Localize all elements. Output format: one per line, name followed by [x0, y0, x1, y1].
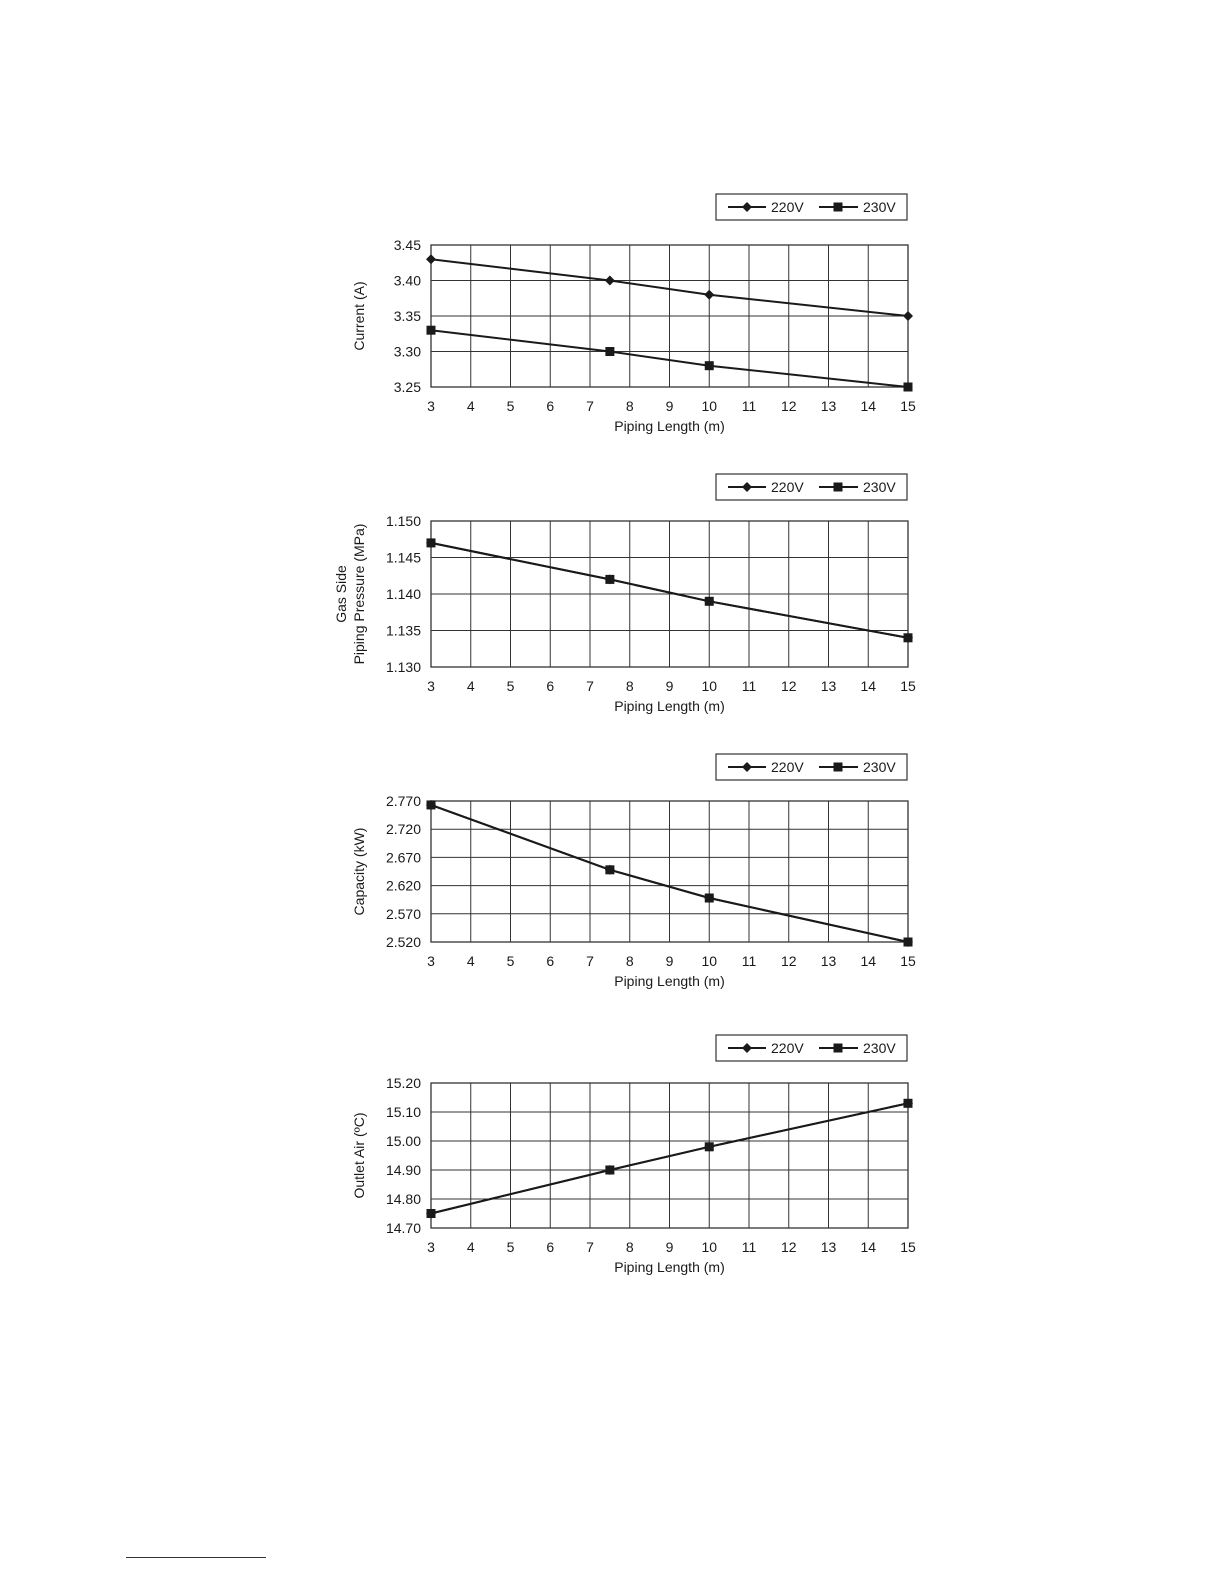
y-tick-label: 2.570	[385, 905, 421, 922]
data-point-230V	[904, 938, 913, 947]
x-tick-label: 10	[701, 398, 718, 414]
x-axis-label: Piping Length (m)	[614, 698, 725, 714]
x-tick-label: 4	[466, 1239, 475, 1255]
x-tick-label: 13	[820, 953, 837, 969]
legend-marker-230V	[834, 1044, 843, 1053]
x-axis-label: Piping Length (m)	[614, 418, 725, 434]
y-tick-label: 14.80	[385, 1191, 421, 1207]
x-tick-label: 10	[701, 1239, 718, 1255]
x-tick-label: 5	[506, 678, 515, 694]
data-point-230V	[605, 575, 614, 584]
y-tick-label: 3.40	[393, 272, 421, 289]
y-tick-label: 3.35	[393, 308, 421, 324]
y-axis-label: Gas Side	[333, 565, 349, 623]
x-tick-label: 13	[820, 1239, 837, 1255]
x-tick-label: 10	[701, 678, 718, 694]
legend	[716, 754, 907, 780]
chart-3	[351, 754, 916, 989]
x-tick-label: 4	[466, 678, 475, 694]
y-axis-label: Outlet Air (ºC)	[351, 1112, 367, 1199]
x-tick-label: 6	[546, 953, 555, 969]
data-point-220V	[426, 254, 436, 264]
data-point-230V	[904, 383, 913, 392]
data-point-230V	[904, 1099, 913, 1108]
legend-label: 230V	[863, 1040, 896, 1056]
x-tick-label: 9	[665, 678, 674, 694]
y-axis-label: Current (A)	[351, 281, 367, 351]
legend-label: 220V	[771, 1040, 804, 1056]
y-tick-label: 15.20	[385, 1075, 421, 1091]
data-point-230V	[427, 800, 436, 809]
x-axis-label: Piping Length (m)	[614, 1259, 725, 1275]
y-tick-label: 1.130	[385, 659, 421, 675]
x-tick-label: 9	[665, 398, 674, 414]
data-point-230V	[705, 1142, 714, 1151]
legend-label: 230V	[863, 759, 896, 775]
legend	[716, 474, 907, 500]
x-tick-label: 13	[820, 398, 837, 414]
data-point-230V	[427, 1209, 436, 1218]
x-tick-label: 11	[741, 953, 757, 969]
y-axis-label: Piping Pressure (MPa)	[351, 523, 367, 665]
x-tick-label: 4	[466, 398, 475, 414]
x-tick-label: 4	[466, 953, 475, 969]
data-point-230V	[705, 894, 714, 903]
y-tick-label: 2.770	[385, 793, 421, 809]
x-tick-label: 11	[741, 678, 757, 694]
legend-label: 220V	[771, 199, 804, 215]
x-tick-label: 9	[665, 953, 674, 969]
data-point-230V	[904, 633, 913, 642]
x-tick-label: 14	[860, 1239, 877, 1255]
data-point-230V	[427, 538, 436, 547]
y-tick-label: 1.140	[385, 586, 421, 602]
x-tick-label: 9	[665, 1239, 674, 1255]
y-tick-label: 1.150	[385, 513, 421, 529]
y-tick-label: 2.620	[385, 877, 421, 894]
x-tick-label: 8	[625, 1239, 634, 1255]
legend-marker-230V	[834, 483, 843, 492]
data-point-220V	[605, 276, 615, 286]
data-point-230V	[705, 361, 714, 370]
y-tick-label: 14.70	[385, 1220, 421, 1236]
legend	[716, 1035, 907, 1061]
x-tick-label: 7	[586, 953, 594, 969]
data-point-230V	[605, 1166, 614, 1175]
x-tick-label: 15	[900, 398, 916, 414]
data-point-220V	[704, 290, 714, 300]
y-tick-label: 3.25	[393, 379, 421, 395]
x-tick-label: 7	[586, 398, 594, 414]
x-tick-label: 5	[506, 1239, 515, 1255]
legend-label: 230V	[863, 199, 896, 215]
y-tick-label: 2.520	[385, 934, 421, 950]
x-tick-label: 5	[506, 398, 515, 414]
y-tick-label: 2.670	[385, 849, 421, 866]
x-tick-label: 8	[625, 953, 634, 969]
data-point-220V	[903, 311, 913, 321]
x-tick-label: 11	[741, 1239, 757, 1255]
y-tick-label: 14.90	[385, 1162, 421, 1178]
x-axis-label: Piping Length (m)	[614, 973, 725, 989]
data-point-230V	[605, 865, 614, 874]
y-tick-label: 15.10	[385, 1104, 421, 1120]
x-tick-label: 6	[546, 678, 555, 694]
legend-label: 220V	[771, 479, 804, 495]
data-point-230V	[427, 326, 436, 335]
x-tick-label: 15	[900, 678, 916, 694]
x-tick-label: 12	[780, 1239, 797, 1255]
x-tick-label: 12	[780, 678, 797, 694]
x-tick-label: 12	[780, 953, 797, 969]
x-tick-label: 15	[900, 1239, 916, 1255]
x-tick-label: 3	[427, 1239, 435, 1255]
legend-label: 230V	[863, 479, 896, 495]
x-tick-label: 7	[586, 1239, 594, 1255]
x-tick-label: 12	[780, 398, 797, 414]
chart-4	[351, 1035, 916, 1275]
x-tick-label: 11	[741, 398, 757, 414]
y-tick-label: 1.135	[385, 622, 421, 639]
y-tick-label: 1.145	[385, 549, 421, 566]
x-tick-label: 10	[701, 953, 718, 969]
x-tick-label: 6	[546, 1239, 555, 1255]
legend-label: 220V	[771, 759, 804, 775]
x-tick-label: 14	[860, 678, 877, 694]
y-tick-label: 3.30	[393, 343, 421, 360]
y-tick-label: 3.45	[393, 237, 421, 253]
chart-1	[351, 194, 916, 434]
footnote-rule	[126, 1557, 266, 1558]
x-tick-label: 14	[860, 953, 877, 969]
chart-2	[333, 474, 916, 714]
x-tick-label: 13	[820, 678, 837, 694]
x-tick-label: 5	[506, 953, 515, 969]
x-tick-label: 7	[586, 678, 594, 694]
legend-marker-230V	[834, 203, 843, 212]
x-tick-label: 3	[427, 398, 435, 414]
x-tick-label: 8	[625, 398, 634, 414]
legend-marker-230V	[834, 763, 843, 772]
data-point-230V	[705, 597, 714, 606]
x-tick-label: 15	[900, 953, 916, 969]
x-tick-label: 6	[546, 398, 555, 414]
x-tick-label: 14	[860, 398, 877, 414]
x-tick-label: 3	[427, 678, 435, 694]
legend	[716, 194, 907, 220]
data-point-230V	[605, 347, 614, 356]
x-tick-label: 8	[625, 678, 634, 694]
y-tick-label: 15.00	[385, 1133, 421, 1149]
y-axis-label: Capacity (kW)	[351, 827, 367, 916]
y-tick-label: 2.720	[385, 821, 421, 838]
x-tick-label: 3	[427, 953, 435, 969]
